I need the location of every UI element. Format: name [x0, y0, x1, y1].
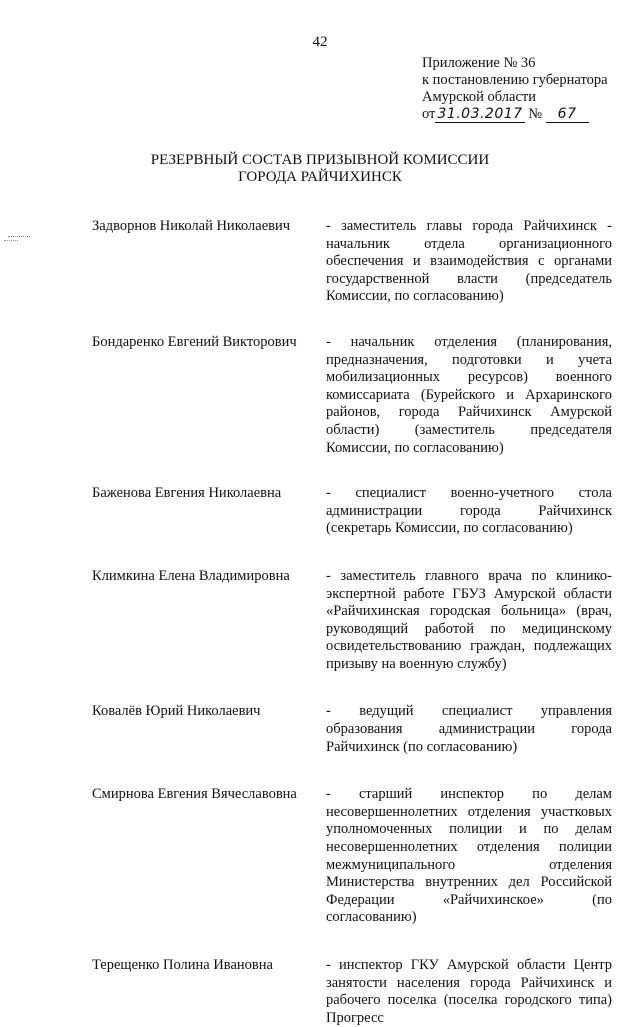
handwritten-date: 31.03.2017: [437, 106, 523, 122]
appendix-header: [422, 55, 608, 123]
member-name: Баженова Евгения Николаевна: [92, 485, 282, 502]
scan-edge-mark: [4, 240, 18, 241]
member-entry: [92, 334, 612, 457]
member-role: - начальник отделения (планирования, предназначения, подготовки и учета мобилизационных ресурсов) военного комиссариата (Бурейского и Архаринского районов, города Райчихинск Амурской области) (заместитель председателя Комиссии, по согласованию): [326, 333, 612, 456]
member-entry: [92, 568, 612, 674]
page-number: 42: [312, 34, 328, 50]
appendix-line-2: к постановлению губернатора: [422, 72, 608, 88]
member-entry: [92, 703, 612, 756]
members-list: [92, 218, 612, 1027]
member-name: Терещенко Полина Ивановна: [92, 957, 273, 973]
scan-edge-mark: [8, 236, 30, 237]
appendix-date-line: [422, 106, 608, 123]
document-title: [0, 152, 640, 186]
member-role: - заместитель главного врача по клинико-экспертной работе ГБУЗ Амурской области «Райчихинская городская больница» (врач, руководящий работой по медицинскому освидетельствованию граждан, подлежащих призыву на военную службу): [326, 567, 612, 672]
member-name: Задворнов Николай Николаевич: [92, 218, 291, 234]
title-line-2: ГОРОДА РАЙЧИХИНСК: [238, 169, 402, 185]
member-name: Смирнова Евгения Вячеславовна: [92, 786, 297, 803]
member-role: - специалист военно-учетного стола администрации города Райчихинск (секретарь Комиссии, по согласованию): [326, 485, 612, 537]
number-prefix: №: [528, 106, 543, 122]
appendix-line-3: Амурской области: [422, 89, 536, 105]
member-role: - ведущий специалист управления образования администрации города Райчихинск (по согласованию): [326, 703, 612, 755]
member-name: Ковалёв Юрий Николаевич: [92, 703, 261, 720]
member-role: - старший инспектор по делам несовершеннолетних отделения участковых уполномоченных полиции и по делам несовершеннолетних отделения полиции межмуниципального отделения Министерства внутренних дел Российской Федерации «Райчихинское» (по согласованию): [326, 786, 612, 926]
member-entry: [92, 786, 612, 927]
member-entry: [92, 957, 612, 1027]
appendix-line-1: Приложение № 36: [422, 55, 536, 71]
member-role: - заместитель главы города Райчихинск - начальник отдела организационного обеспечения и взаимодействия с органами государственной власти (председатель Комиссии, по согласованию): [326, 218, 612, 305]
date-prefix: от: [422, 106, 436, 122]
handwritten-number: 67: [546, 106, 589, 123]
member-role: - инспектор ГКУ Амурской области Центр занятости населения города Райчихинск и рабочего поселка (поселка городского типа) Прогресс: [326, 957, 612, 1026]
title-line-1: РЕЗЕРВНЫЙ СОСТАВ ПРИЗЫВНОЙ КОМИССИИ: [150, 152, 490, 168]
member-entry: [92, 218, 612, 306]
member-name: Бондаренко Евгений Викторович: [92, 333, 297, 350]
member-entry: [92, 485, 612, 538]
member-name: Климкина Елена Владимировна: [92, 567, 290, 584]
